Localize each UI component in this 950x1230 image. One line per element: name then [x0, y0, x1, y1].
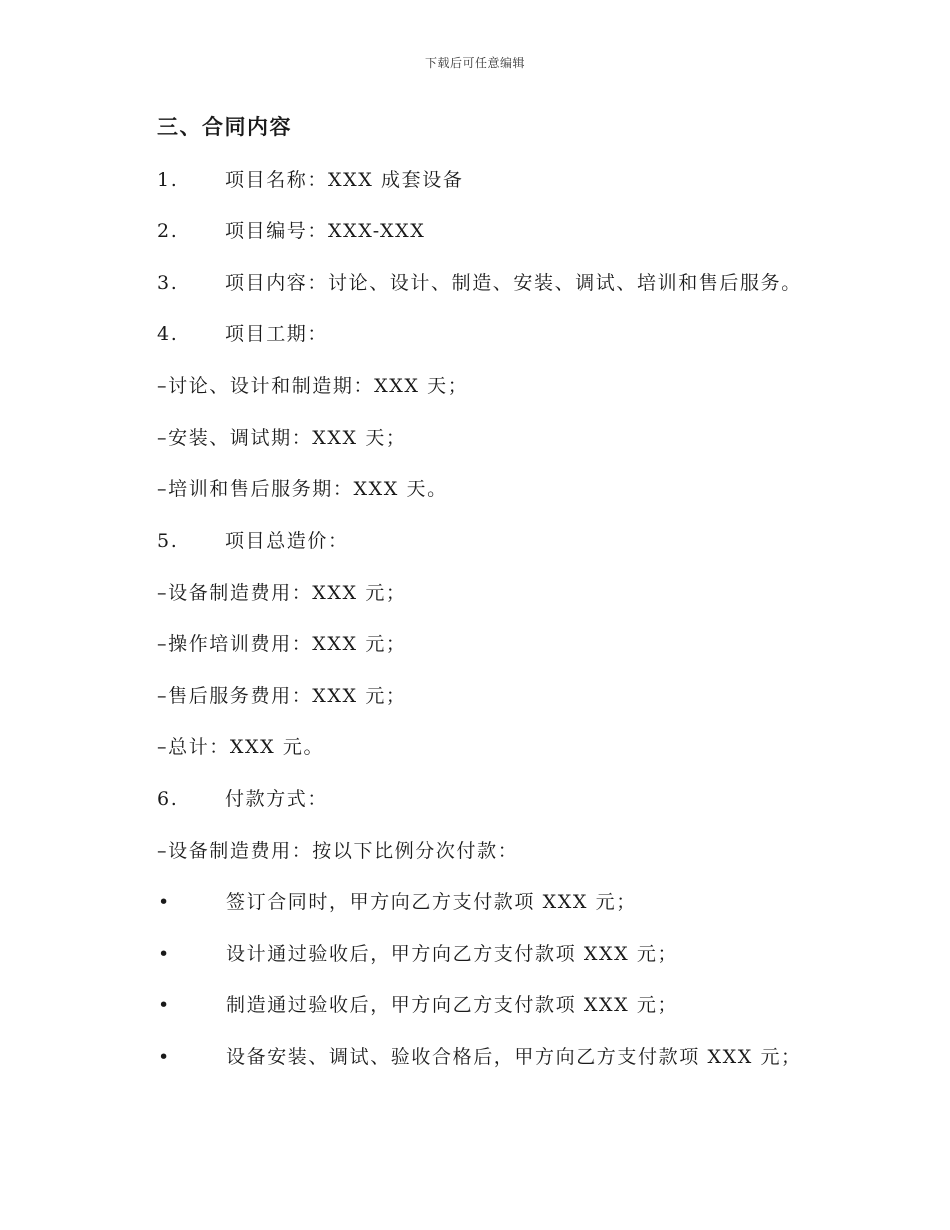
list-item-text: 项目编号：XXX-XXX: [225, 220, 426, 242]
section-heading: 三、合同内容: [157, 114, 292, 139]
list-number: 3.: [157, 272, 179, 294]
list-number: 5.: [157, 530, 179, 552]
list-number: 2.: [157, 220, 179, 242]
list-number: 1.: [157, 169, 179, 191]
sub-item-install-period: –安装、调试期：XXX 天；: [157, 427, 407, 449]
list-item-project-name: [157, 166, 463, 194]
bullet-item-text: 签订合同时，甲方向乙方支付款项 XXX 元；: [226, 891, 637, 913]
sub-item-manufacturing-fee: –设备制造费用：XXX 元；: [157, 582, 407, 604]
list-item-payment-method: [157, 785, 328, 813]
list-item-total-cost: [157, 527, 349, 555]
list-number: 6.: [157, 788, 179, 810]
list-item-project-number: [157, 217, 425, 245]
page-header-note: 下载后可任意编辑: [424, 56, 525, 70]
list-item-text: 项目名称：XXX 成套设备: [225, 169, 464, 191]
bullet-dot: •: [158, 943, 171, 965]
bullet-item-signing: [157, 888, 637, 916]
bullet-item-manufacturing-acceptance: [157, 991, 678, 1019]
bullet-dot: •: [158, 1046, 171, 1068]
list-item-text: 项目工期：: [225, 323, 329, 345]
list-item-text: 项目内容：讨论、设计、制造、安装、调试、培训和售后服务。: [225, 272, 802, 294]
sub-item-service-fee: –售后服务费用：XXX 元；: [157, 685, 407, 707]
bullet-item-text: 设备安装、调试、验收合格后，甲方向乙方支付款项 XXX 元；: [226, 1046, 802, 1068]
bullet-dot: •: [158, 891, 171, 913]
list-item-project-content: [157, 269, 802, 297]
sub-item-total: –总计：XXX 元。: [157, 736, 325, 758]
bullet-item-text: 设计通过验收后，甲方向乙方支付款项 XXX 元；: [226, 943, 679, 965]
sub-item-installment-note: –设备制造费用：按以下比例分次付款：: [157, 840, 519, 862]
sub-item-training-period: –培训和售后服务期：XXX 天。: [157, 478, 448, 500]
bullet-dot: •: [158, 994, 171, 1016]
bullet-item-text: 制造通过验收后，甲方向乙方支付款项 XXX 元；: [226, 994, 679, 1016]
bullet-item-final-acceptance: [157, 1043, 802, 1071]
sub-item-training-fee: –操作培训费用：XXX 元；: [157, 633, 407, 655]
list-item-text: 付款方式：: [225, 788, 329, 810]
bullet-item-design-acceptance: [157, 940, 678, 968]
list-number: 4.: [157, 323, 179, 345]
list-item-text: 项目总造价：: [225, 530, 349, 552]
sub-item-design-period: –讨论、设计和制造期：XXX 天；: [157, 375, 469, 397]
list-item-project-schedule: [157, 320, 328, 348]
